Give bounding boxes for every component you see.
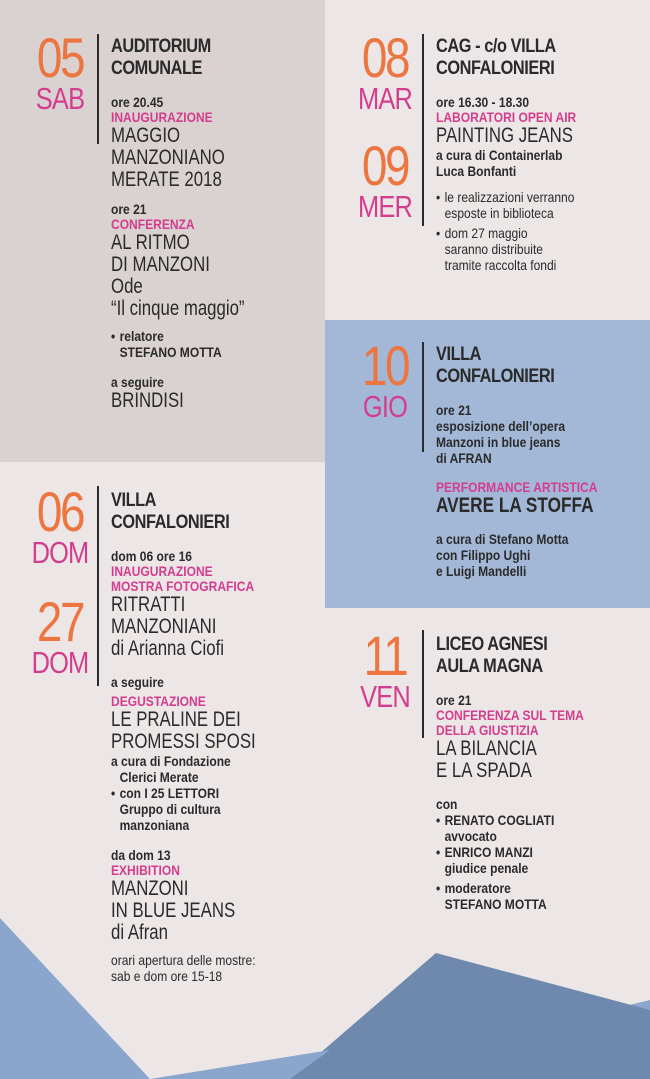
event-author: di Afran xyxy=(111,921,168,944)
date-day-06: DOM xyxy=(31,535,89,570)
event-credit: a cura di Stefano Motta xyxy=(436,531,569,547)
event-category: CONFERENZA xyxy=(111,216,195,232)
event-description: di AFRAN xyxy=(436,450,492,466)
speaker-role: avvocato xyxy=(444,828,497,844)
opening-hours: sab e dom ore 15-18 xyxy=(111,968,223,984)
event-title: AVERE LA STOFFA xyxy=(436,494,594,517)
event-10 xyxy=(436,344,650,579)
bullet-item: • con I 25 LETTORI xyxy=(111,785,296,801)
bullet-item: saranno distribuite xyxy=(444,241,543,257)
event-title: MANZONIANI xyxy=(111,615,217,638)
event-credit: con Filippo Ughi xyxy=(436,547,531,563)
event-title: PROMESSI SPOSI xyxy=(111,730,256,753)
bullet-item: Gruppo di cultura xyxy=(119,801,221,817)
bullet-item: tramite raccolta fondi xyxy=(444,257,557,273)
opening-hours: orari apertura delle mostre: xyxy=(111,952,256,968)
event-category: INAUGURAZIONE xyxy=(111,563,213,579)
event-title: PAINTING JEANS xyxy=(436,124,573,147)
speaker-role: giudice penale xyxy=(444,860,529,876)
event-title: E LA SPADA xyxy=(436,759,532,782)
date-day-27: DOM xyxy=(31,645,89,680)
divider-10 xyxy=(422,342,424,452)
event-time: a seguire xyxy=(111,674,164,690)
event-category: PERFORMANCE ARTISTICA xyxy=(436,479,598,495)
event-time: ore 16.30 - 18.30 xyxy=(436,94,530,110)
date-number-06: 06 xyxy=(36,480,84,543)
event-title: LE PRALINE DEI xyxy=(111,708,241,731)
venue-line: COMUNALE xyxy=(111,58,202,79)
event-title: Ode xyxy=(111,275,143,298)
event-category: MOSTRA FOTOGRAFICA xyxy=(111,578,255,594)
speaker-name: • ENRICO MANZI xyxy=(436,844,621,860)
event-title: “Il cinque maggio” xyxy=(111,297,245,320)
event-credit: e Luigi Mandelli xyxy=(436,563,527,579)
venue-line: CAG - c/o VILLA xyxy=(436,36,556,57)
bullet-item: esposte in biblioteca xyxy=(444,205,554,221)
venue-line: AULA MAGNA xyxy=(436,656,543,677)
venue-line: CONFALONIERI xyxy=(436,366,555,387)
triangle-center xyxy=(290,953,650,1079)
date-day-10: GIO xyxy=(362,389,408,424)
date-day-11: VEN xyxy=(360,679,410,714)
event-description: Manzoni in blue jeans xyxy=(436,434,561,450)
date-number-11: 11 xyxy=(363,624,407,687)
venue-line: CONFALONIERI xyxy=(111,512,230,533)
event-credit: con xyxy=(436,796,458,812)
bullet-item: • dom 27 maggio xyxy=(436,225,621,241)
venue-line: AUDITORIUM xyxy=(111,36,211,57)
date-number-09: 09 xyxy=(361,134,409,197)
event-title: AL RITMO xyxy=(111,231,190,254)
event-time: ore 21 xyxy=(436,402,472,418)
date-number-08: 08 xyxy=(361,26,409,89)
event-credit: a cura di Containerlab xyxy=(436,147,563,163)
bullet-item: manzoniana xyxy=(119,817,190,833)
event-credit: Clerici Merate xyxy=(119,769,199,785)
divider-05 xyxy=(97,34,99,144)
event-08 xyxy=(436,36,650,273)
event-credit: a cura di Fondazione xyxy=(111,753,231,769)
bullet-item: • le realizzazioni verranno xyxy=(436,189,621,205)
event-time: dom 06 ore 16 xyxy=(111,548,192,564)
date-number-05: 05 xyxy=(36,26,84,89)
venue-line: CONFALONIERI xyxy=(436,58,555,79)
bullet-item: • relatore xyxy=(111,328,296,344)
event-title: BRINDISI xyxy=(111,389,184,412)
event-time: ore 20.45 xyxy=(111,94,164,110)
speaker-role: • moderatore xyxy=(436,880,621,896)
event-time: ore 21 xyxy=(436,692,472,708)
event-time: ore 21 xyxy=(111,201,147,217)
event-05 xyxy=(111,36,326,412)
venue-line: VILLA xyxy=(436,344,482,365)
event-time: a seguire xyxy=(111,374,164,390)
speaker-name: STEFANO MOTTA xyxy=(444,896,547,912)
date-number-10: 10 xyxy=(361,334,409,397)
event-title: MAGGIO xyxy=(111,124,181,147)
speaker-name: STEFANO MOTTA xyxy=(119,344,222,360)
event-credit: Luca Bonfanti xyxy=(436,163,517,179)
event-11 xyxy=(436,634,650,912)
event-category: DELLA GIUSTIZIA xyxy=(436,722,539,738)
venue-line: LICEO AGNESI xyxy=(436,634,548,655)
event-time: da dom 13 xyxy=(111,847,171,863)
event-title: MERATE 2018 xyxy=(111,168,222,191)
event-category: DEGUSTAZIONE xyxy=(111,693,206,709)
event-description: esposizione dell’opera xyxy=(436,418,566,434)
event-category: CONFERENZA SUL TEMA xyxy=(436,707,584,723)
divider-11 xyxy=(422,630,424,738)
event-title: LA BILANCIA xyxy=(436,737,537,760)
date-number-27: 27 xyxy=(36,590,84,653)
event-title: DI MANZONI xyxy=(111,253,210,276)
date-day-08: MAR xyxy=(357,81,413,116)
speaker-name: • RENATO COGLIATI xyxy=(436,812,621,828)
event-title: RITRATTI xyxy=(111,593,186,616)
event-category: LABORATORI OPEN AIR xyxy=(436,109,577,125)
event-title: MANZONIANO xyxy=(111,146,225,169)
date-day-05: SAB xyxy=(35,81,85,116)
venue-line: VILLA xyxy=(111,490,157,511)
divider-08 xyxy=(422,34,424,226)
date-day-09: MER xyxy=(357,189,413,224)
event-title: IN BLUE JEANS xyxy=(111,899,236,922)
event-category: EXHIBITION xyxy=(111,862,180,878)
event-title: MANZONI xyxy=(111,877,189,900)
event-author: di Arianna Ciofi xyxy=(111,637,224,660)
event-06 xyxy=(111,490,326,984)
event-category: INAUGURAZIONE xyxy=(111,109,213,125)
divider-06 xyxy=(97,486,99,686)
